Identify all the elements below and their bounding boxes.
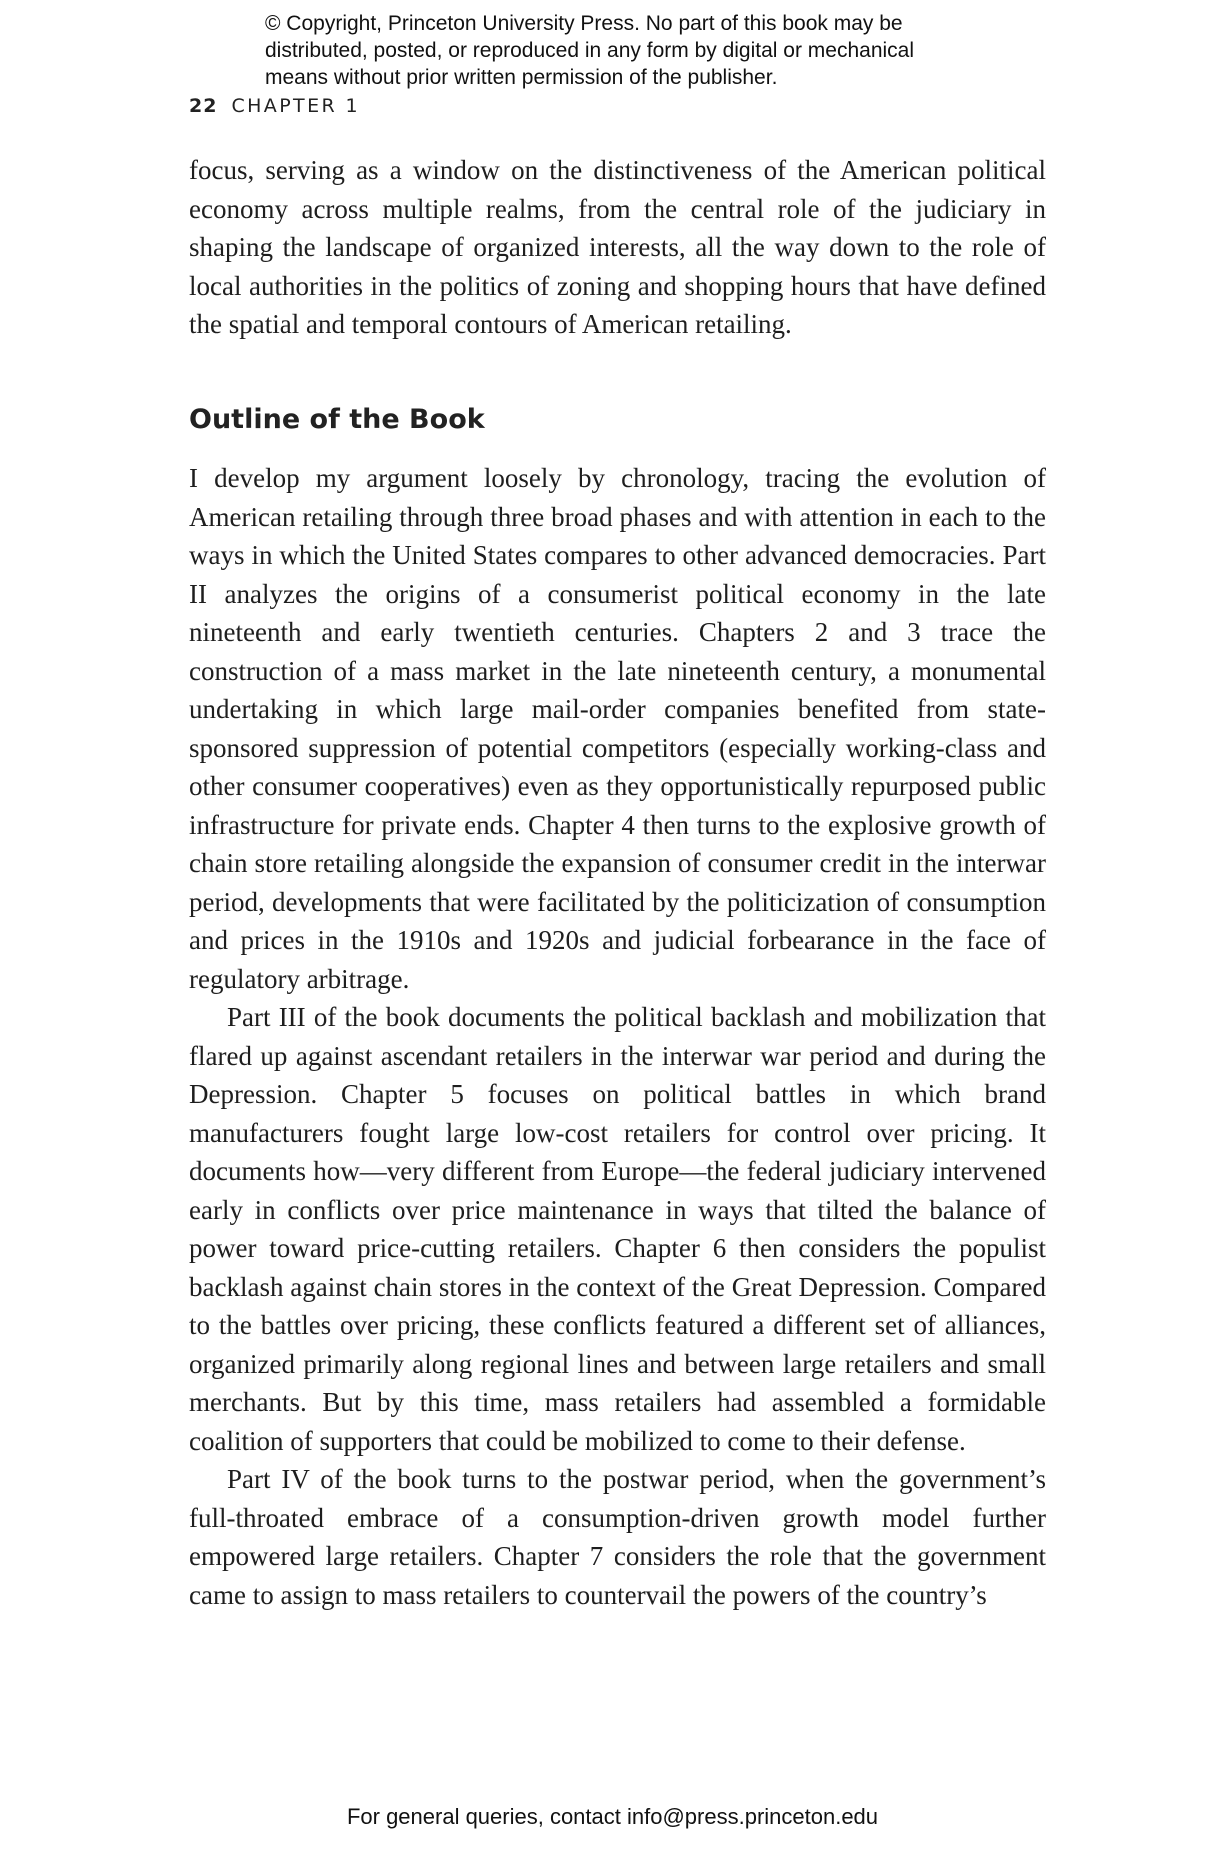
opening-text (189, 151, 1046, 344)
chapter-label: CHAPTER 1 (231, 95, 361, 117)
body-paragraph: I develop my argument loosely by chronology, tracing the evolution of American retailing through three broad phases and with attention in each to the ways in which the United States compares to other advanced democracies. Part II analyzes the origins of a consumerist political economy in the late nineteenth and early twentieth centuries. Chapters 2 and 3 trace the construction of a mass market in the late nineteenth century, a monumental undertaking in which large mail-order companies benefited from state-sponsored suppression of potential competitors (especially working-class and other consumer cooperatives) even as they opportunistically repurposed public infrastructure for private ends. Chapter 4 then turns to the explosive growth of chain store retailing alongside the expansion of consumer credit in the interwar period, developments that were facilitated by the politicization of consumption and prices in the 1910s and 1920s and judicial forbearance in the face of regulatory arbitrage. (189, 463, 1046, 994)
running-head (189, 95, 360, 117)
footer-contact: For general queries, contact info@press.princeton.edu (346, 1804, 879, 1829)
body-paragraph: Part III of the book documents the political backlash and mobilization that flared up against ascendant retailers in the interwar war period and during the Depression. Chapter 5 focuses on political battles in which brand manufacturers fought large low-cost retailers for control over pricing. It documents how—very different from Europe—the federal judiciary intervened early in conflicts over price maintenance in ways that tilted the balance of power toward price-cutting retailers. Chapter 6 then considers the populist backlash against chain stores in the context of the Great Depression. Compared to the battles over pricing, these conflicts featured a different set of alliances, organized primarily along regional lines and between large retailers and small merchants. But by this time, mass retailers had assembled a formidable coalition of supporters that could be mobilized to come to their defense. (189, 1002, 1046, 1456)
body-paragraph: Part IV of the book turns to the postwar period, when the government’s full-throated embrace of a consumption-driven growth model further empowered large retailers. Chapter 7 considers the role that the government came to assign to mass retailers to countervail the powers of the country’s (189, 1464, 1046, 1610)
opening-paragraph: focus, serving as a window on the distinctiveness of the American political economy across multiple realms, from the central role of the judiciary in shaping the landscape of organized interests, all the way down to the role of local authorities in the politics of zoning and shopping hours that have defined the spatial and temporal contours of American retailing. (189, 155, 1046, 339)
page-number: 22 (189, 95, 218, 117)
section-body (189, 459, 1046, 1614)
copyright-notice: © Copyright, Princeton University Press. No part of this book may be distributed, posted, or reproduced in any form by digital or mechanical means without prior written permission of the publisher. (265, 12, 915, 89)
section-heading: Outline of the Book (189, 404, 485, 435)
